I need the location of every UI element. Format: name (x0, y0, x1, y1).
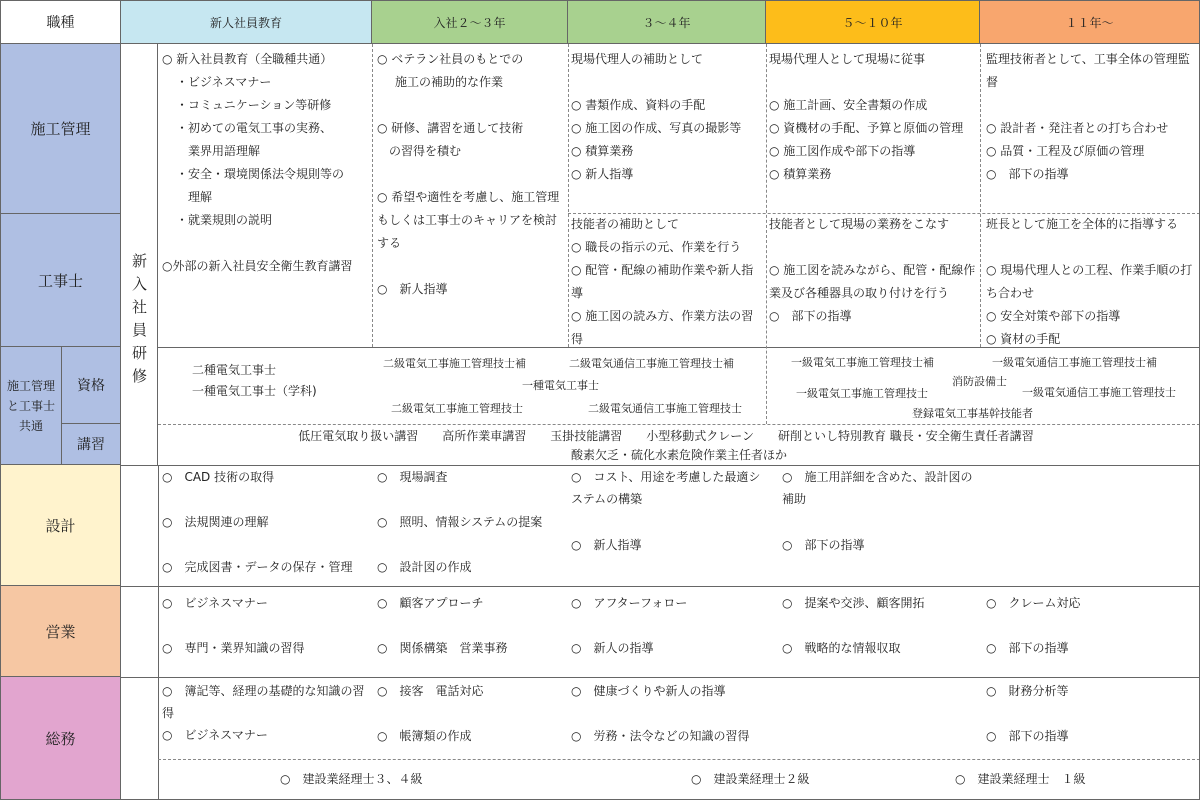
category-shikaku: 資格 (62, 347, 121, 424)
eigyo-col4: ○ 提案や交渉、顧客開拓 ○ 戦略的な情報収取 (782, 596, 925, 655)
shikaku-a1: 二種電気工事士 (192, 363, 277, 377)
shikaku-c6: 登録電気工事基幹技能者 (912, 407, 1033, 420)
header-col4: ５～１０年 (766, 0, 980, 44)
vertical-char: 入 (131, 275, 147, 293)
seko-col4: 現場代理人として現場に従事 ○ 施工計画、安全書類の作成 ○ 資機材の手配、予算と原価の管理 ○ 施工図作成や部下の指導 ○ 積算業務 (769, 52, 964, 181)
shikaku-c2: 一級電気通信工事施工管理技士補 (992, 356, 1157, 369)
sekkei-col4: ○ 施工用詳細を含めた、設計図の補助 ○ 部下の指導 (782, 470, 973, 552)
eigyo-col5: ○ クレーム対応 ○ 部下の指導 (986, 596, 1081, 655)
vertical-char: 修 (131, 367, 147, 385)
eigyo-col3: ○ アフターフォロー ○ 新人の指導 (571, 596, 688, 655)
category-eigyo: 営業 (0, 586, 121, 677)
shikaku-b5: 二級電気通信工事施工管理技士 (588, 402, 742, 415)
koshu-line1: 低圧電気取り扱い講習 高所作業車講習 玉掛技能講習 小型移動式クレーン 研削といし特別教育 職長・安全衛生責任者講習 (298, 429, 1034, 443)
header-col1: 新人社員教育 (121, 0, 372, 44)
somu-qual-1: ○ 建設業経理士３、４級 (280, 772, 423, 786)
category-somu: 総務 (0, 677, 121, 800)
somu-col1: ○ 簿記等、経理の基礎的な知識の習得 ○ ビジネスマナー (162, 684, 365, 742)
eigyo-col1: ○ ビジネスマナー ○ 専門・業界知識の習得 (162, 596, 305, 655)
header-job: 職種 (0, 0, 121, 44)
somu-qual-3: ○ 建設業経理士 １級 (955, 772, 1086, 786)
vertical-char: 新 (131, 252, 147, 270)
shikaku-b3: 一種電気工事士 (522, 379, 599, 392)
shikaku-b1: 二級電気工事施工管理技士補 (383, 357, 526, 370)
shikaku-b2: 二級電気通信工事施工管理技士補 (569, 357, 734, 370)
shikaku-c4: 一級電気工事施工管理技士 (796, 387, 928, 400)
seko-col5: 監理技術者として、工事全体の管理監督 ○ 設計者・発注者との打ち合わせ ○ 品質・工程及び原価の管理 ○ 部下の指導 (986, 52, 1190, 181)
somu-qual-2: ○ 建設業経理士２級 (691, 772, 810, 786)
sekkei-col2: ○ 現場調査 ○ 照明、情報システムの提案 ○ 設計図の作成 (377, 470, 543, 574)
vertical-label (121, 44, 158, 465)
shikaku-a2: 一種電気工事士（学科) (192, 384, 317, 398)
shikaku-c1: 一級電気工事施工管理技士補 (791, 356, 934, 369)
shikaku-c5: 一級電気通信工事施工管理技士 (1022, 386, 1176, 399)
vertical-char: 員 (131, 321, 147, 339)
somu-col5: ○ 財務分析等 ○ 部下の指導 (986, 684, 1069, 743)
koshu-line2: 酸素欠乏・硫化水素危険作業主任者ほか (570, 448, 787, 462)
shikaku-b4: 二級電気工事施工管理技士 (391, 402, 523, 415)
seko-col3: 現場代理人の補助として ○ 書類作成、資料の手配 ○ 施工図の作成、写真の撮影等 ○ 積算業務 ○ 新人指導 (571, 52, 742, 181)
category-sekkei: 設計 (0, 465, 121, 586)
koji-col5: 班長として施工を全体的に指導する ○ 現場代理人との工程、作業手順の打ち合わせ ○ 安全対策や部下の指導 ○ 資材の手配 (986, 217, 1193, 346)
category-koshu: 講習 (62, 424, 121, 465)
sekkei-col3: ○ コスト、用途を考慮した最適システムの構築 ○ 新人指導 (571, 470, 761, 552)
category-seko: 施工管理 (0, 44, 121, 214)
eigyo-col2: ○ 顧客アプローチ ○ 関係構築 営業事務 (377, 596, 508, 655)
somu-col2: ○ 接客 電話対応 ○ 帳簿類の作成 (377, 684, 484, 743)
vertical-char: 研 (131, 344, 147, 362)
seko-col2: ○ ベテラン社員のもとでの 施工の補助的な作業 ○ 研修、講習を通して技術 の習得を積む ○ 希望や適性を考慮し、施工管理 もしくは工事士のキャリアを検討する ○ 新人指導 (377, 52, 560, 296)
somu-col3: ○ 健康づくりや新人の指導 ○ 労務・法令などの知識の習得 (571, 684, 750, 743)
vertical-char: 社 (131, 298, 147, 316)
header-col3: ３～４年 (568, 0, 766, 44)
seko-col1: ○ 新入社員教育（全職種共通） ・ビジネスマナー ・コミュニケーション等研修 ・初めての電気工事の実務、 業界用語理解 ・安全・環境関係法令規則等の 理解 ・就業規則の説明 ○外部の新入社員安全衛生教育講習 (162, 52, 353, 273)
category-common: 施工管理と工事士共通 (0, 347, 62, 465)
koji-col3: 技能者の補助として ○ 職長の指示の元、作業を行う ○ 配管・配線の補助作業や新人指導 ○ 施工図の読み方、作業方法の習得 (571, 217, 754, 346)
koji-col4: 技能者として現場の業務をこなす ○ 施工図を読みながら、配管・配線作業及び各種器具の取り付けを行う ○ 部下の指導 (769, 217, 976, 323)
category-kojishi: 工事士 (0, 214, 121, 347)
shikaku-c3: 消防設備士 (952, 375, 1007, 388)
header-col5: １１年～ (980, 0, 1200, 44)
sekkei-col1: ○ CAD 技術の取得 ○ 法規関連の理解 ○ 完成図書・データの保存・管理 (162, 470, 353, 574)
header-col2: 入社２～３年 (372, 0, 568, 44)
